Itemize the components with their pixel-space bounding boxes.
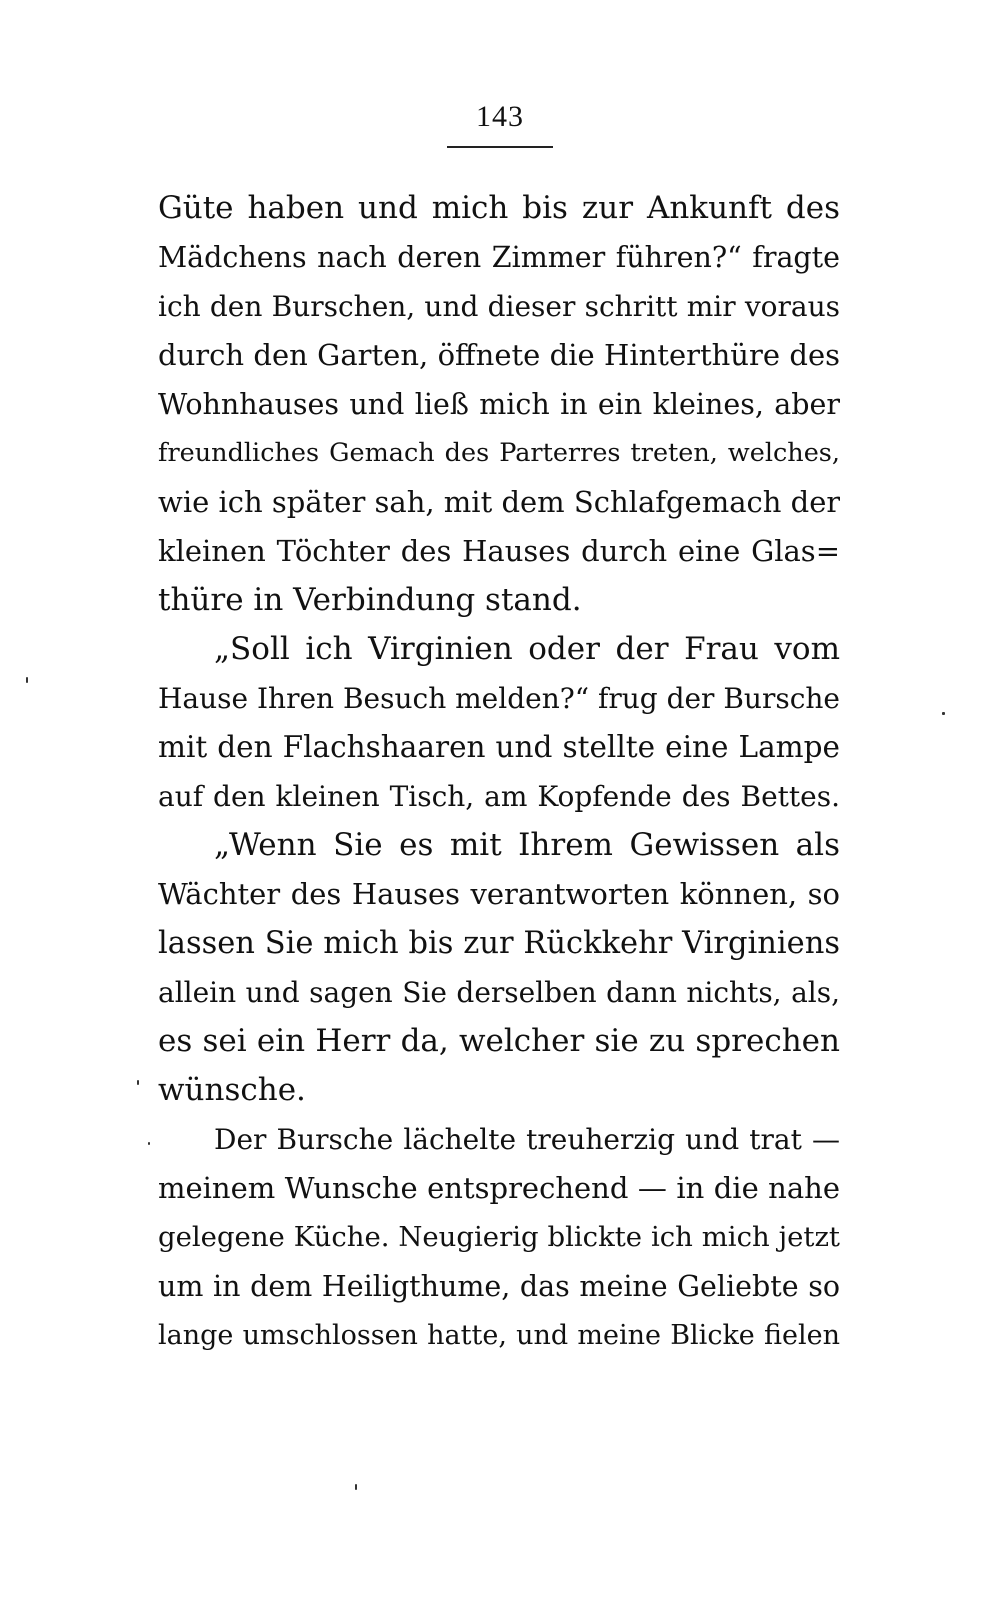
text-line: lassen Sie mich bis zur Rückkehr Virginiens (158, 926, 840, 961)
text-line: auf den kleinen Tisch, am Kopfende des Bettes. (158, 780, 840, 813)
body-text (158, 184, 840, 1360)
text-line: Der Bursche lächelte treuherzig und trat — (214, 1123, 840, 1156)
text-line: freundliches Gemach des Parterres treten, welches, (158, 438, 840, 468)
text-line: meinem Wunsche entsprechend — in die nahe (158, 1171, 840, 1205)
text-line: um in dem Heiligthume, das meine Geliebte so (158, 1270, 840, 1303)
scan-speck (26, 677, 28, 683)
text-line: ich den Burschen, und dieser schritt mir voraus (158, 290, 840, 323)
page-number: 143 (476, 100, 524, 133)
page-number-rule (447, 146, 553, 148)
scan-speck (942, 712, 945, 715)
scan-speck (355, 1484, 357, 1490)
text-line: „Wenn Sie es mit Ihrem Gewissen als (214, 827, 840, 863)
text-line: Wohnhauses und ließ mich in ein kleines, aber (158, 388, 840, 421)
text-line: Hause Ihren Besuch melden?“ frug der Bursche (158, 682, 840, 715)
text-line: kleinen Töchter des Hauses durch eine Glas= (158, 534, 840, 568)
text-line: lange umschlossen hatte, und meine Blicke fielen (158, 1320, 840, 1351)
text-line: Wächter des Hauses verantworten können, so (158, 877, 840, 911)
text-line: thüre in Verbindung stand. (158, 582, 582, 618)
scan-speck (137, 1080, 139, 1085)
text-line: wie ich später sah, mit dem Schlafgemach der (158, 485, 840, 519)
scan-speck (148, 1142, 150, 1145)
text-line: allein und sagen Sie derselben dann nichts, als, (158, 976, 840, 1009)
text-line: wünsche. (158, 1072, 306, 1108)
text-line: mit den Flachshaaren und stellte eine Lampe (158, 730, 840, 764)
text-line: gelegene Küche. Neugierig blickte ich mich jetzt (158, 1221, 840, 1253)
text-line: Güte haben und mich bis zur Ankunft des (158, 190, 840, 226)
text-line: es sei ein Herr da, welcher sie zu sprechen (158, 1023, 840, 1059)
text-line: Mädchens nach deren Zimmer führen?“ fragte (158, 241, 840, 274)
text-line: „Soll ich Virginien oder der Frau vom (214, 631, 840, 667)
text-line: durch den Garten, öffnete die Hinterthüre des (158, 338, 840, 372)
